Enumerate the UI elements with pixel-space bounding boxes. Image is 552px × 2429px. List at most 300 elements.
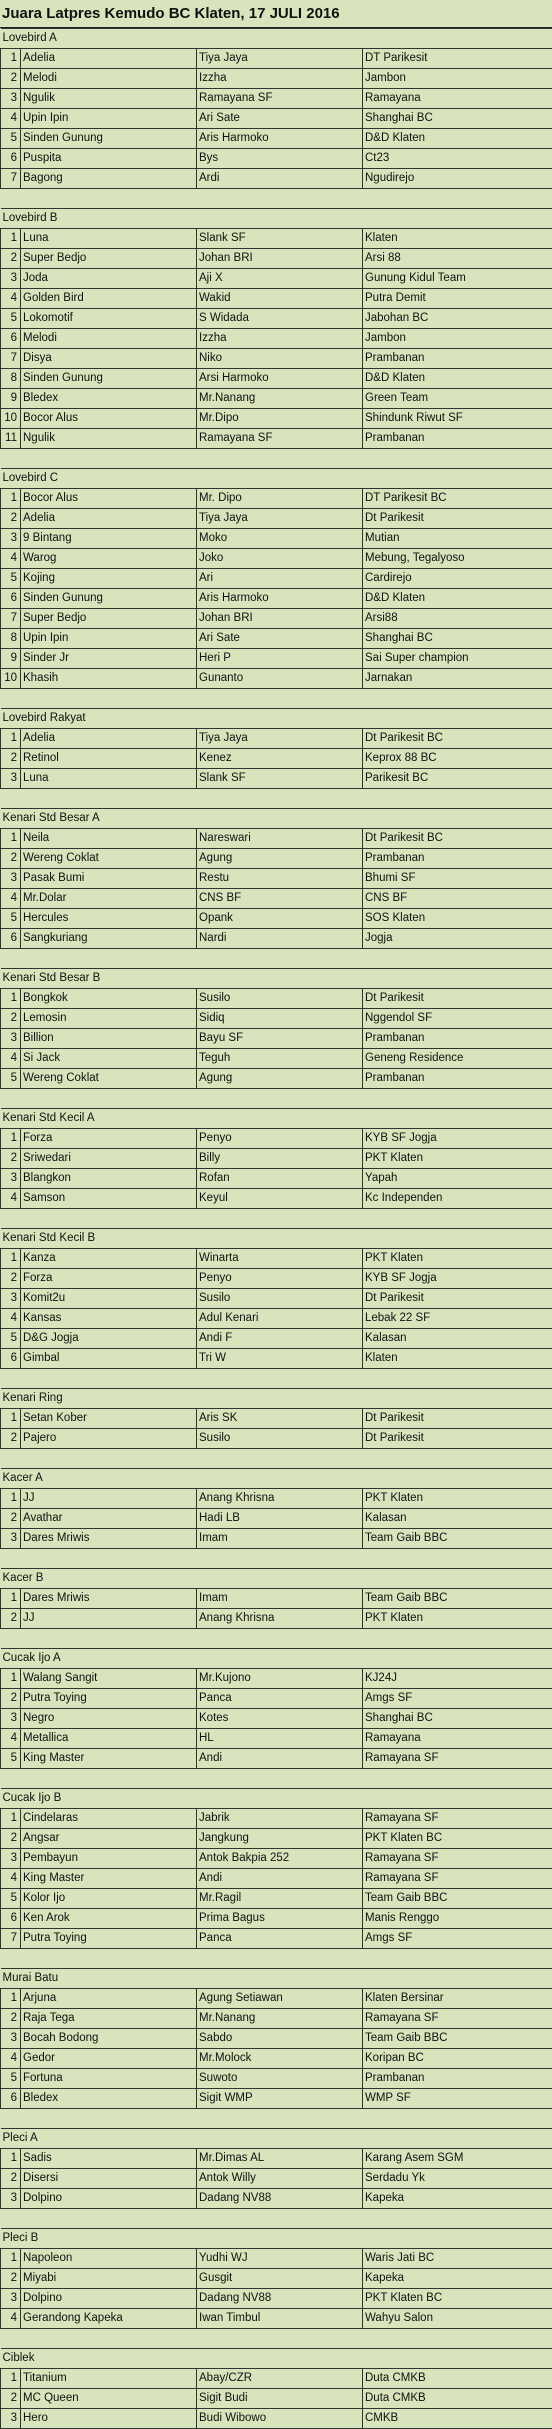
owner-cell[interactable]: Billy [197, 1149, 363, 1169]
rank-cell[interactable]: 6 [1, 589, 21, 609]
rank-cell[interactable]: 6 [1, 1909, 21, 1929]
rank-cell[interactable]: 2 [1, 1509, 21, 1529]
team-cell[interactable]: KYB SF Jogja [363, 1129, 552, 1149]
empty-cell[interactable] [21, 449, 197, 469]
rank-cell[interactable]: 1 [1, 1669, 21, 1689]
empty-cell[interactable] [197, 1949, 363, 1969]
bird-name-cell[interactable]: Putra Toying [21, 1929, 197, 1949]
category-name[interactable]: Cucak Ijo A [1, 1649, 552, 1669]
team-cell[interactable]: Team Gaib BBC [363, 1889, 552, 1909]
owner-cell[interactable]: Aji X [197, 269, 363, 289]
owner-cell[interactable]: Yudhi WJ [197, 2249, 363, 2269]
rank-cell[interactable]: 1 [1, 729, 21, 749]
bird-name-cell[interactable]: Adelia [21, 49, 197, 69]
rank-cell[interactable]: 1 [1, 829, 21, 849]
owner-cell[interactable]: Mr.Dipo [197, 409, 363, 429]
owner-cell[interactable]: Susilo [197, 1429, 363, 1449]
empty-cell[interactable] [197, 1369, 363, 1389]
bird-name-cell[interactable]: Ngulik [21, 89, 197, 109]
empty-cell[interactable] [21, 1629, 197, 1649]
bird-name-cell[interactable]: Fortuna [21, 2069, 197, 2089]
rank-cell[interactable]: 2 [1, 2269, 21, 2289]
rank-cell[interactable]: 3 [1, 1709, 21, 1729]
owner-cell[interactable]: Slank SF [197, 769, 363, 789]
bird-name-cell[interactable]: Golden Bird [21, 289, 197, 309]
category-name[interactable]: Kacer B [1, 1569, 552, 1589]
team-cell[interactable]: Jabohan BC [363, 309, 552, 329]
rank-cell[interactable]: 5 [1, 1889, 21, 1909]
owner-cell[interactable]: Dadang NV88 [197, 2289, 363, 2309]
bird-name-cell[interactable]: Kolor Ijo [21, 1889, 197, 1909]
bird-name-cell[interactable]: Cindelaras [21, 1809, 197, 1829]
bird-name-cell[interactable]: Sinden Gunung [21, 589, 197, 609]
category-name[interactable]: Kenari Std Besar A [1, 809, 552, 829]
bird-name-cell[interactable]: Dares Mriwis [21, 1529, 197, 1549]
owner-cell[interactable]: Mr.Kujono [197, 1669, 363, 1689]
rank-cell[interactable]: 7 [1, 169, 21, 189]
owner-cell[interactable]: Bayu SF [197, 1029, 363, 1049]
bird-name-cell[interactable]: Miyabi [21, 2269, 197, 2289]
empty-cell[interactable] [197, 2109, 363, 2129]
rank-cell[interactable]: 4 [1, 1049, 21, 1069]
rank-cell[interactable]: 1 [1, 489, 21, 509]
team-cell[interactable]: Prambanan [363, 1029, 552, 1049]
owner-cell[interactable]: Anang Khrisna [197, 1609, 363, 1629]
owner-cell[interactable]: Jabrik [197, 1809, 363, 1829]
empty-cell[interactable] [1, 449, 21, 469]
bird-name-cell[interactable]: JJ [21, 1609, 197, 1629]
team-cell[interactable]: Ramayana SF [363, 1809, 552, 1829]
rank-cell[interactable]: 3 [1, 1529, 21, 1549]
owner-cell[interactable]: Ari Sate [197, 109, 363, 129]
empty-cell[interactable] [1, 1209, 21, 1229]
owner-cell[interactable]: Nardi [197, 929, 363, 949]
bird-name-cell[interactable]: Pasak Bumi [21, 869, 197, 889]
owner-cell[interactable]: Izzha [197, 329, 363, 349]
owner-cell[interactable]: Rofan [197, 1169, 363, 1189]
team-cell[interactable]: KJ24J [363, 1669, 552, 1689]
rank-cell[interactable]: 4 [1, 1189, 21, 1209]
category-name[interactable]: Pleci A [1, 2129, 552, 2149]
team-cell[interactable]: Ngudirejo [363, 169, 552, 189]
category-name[interactable]: Lovebird B [1, 209, 552, 229]
owner-cell[interactable]: Ari Sate [197, 629, 363, 649]
category-name[interactable]: Lovebird C [1, 469, 552, 489]
owner-cell[interactable]: Mr.Molock [197, 2049, 363, 2069]
bird-name-cell[interactable]: Super Bedjo [21, 609, 197, 629]
team-cell[interactable]: Dt Parikesit [363, 1429, 552, 1449]
empty-cell[interactable] [197, 789, 363, 809]
rank-cell[interactable]: 5 [1, 569, 21, 589]
rank-cell[interactable]: 1 [1, 1129, 21, 1149]
empty-cell[interactable] [197, 1629, 363, 1649]
bird-name-cell[interactable]: Napoleon [21, 2249, 197, 2269]
owner-cell[interactable]: Mr.Dimas AL [197, 2149, 363, 2169]
bird-name-cell[interactable]: Luna [21, 229, 197, 249]
empty-cell[interactable] [363, 1209, 552, 1229]
owner-cell[interactable]: Kenez [197, 749, 363, 769]
owner-cell[interactable]: Imam [197, 1529, 363, 1549]
owner-cell[interactable]: Sidiq [197, 1009, 363, 1029]
rank-cell[interactable]: 2 [1, 1269, 21, 1289]
bird-name-cell[interactable]: Bocor Alus [21, 409, 197, 429]
empty-cell[interactable] [197, 2329, 363, 2349]
rank-cell[interactable]: 5 [1, 1749, 21, 1769]
rank-cell[interactable]: 6 [1, 329, 21, 349]
bird-name-cell[interactable]: Komit2u [21, 1289, 197, 1309]
owner-cell[interactable]: Wakid [197, 289, 363, 309]
rank-cell[interactable]: 10 [1, 669, 21, 689]
bird-name-cell[interactable]: Setan Kober [21, 1409, 197, 1429]
empty-cell[interactable] [1, 1089, 21, 1109]
empty-cell[interactable] [197, 2209, 363, 2229]
owner-cell[interactable]: Iwan Timbul [197, 2309, 363, 2329]
team-cell[interactable]: Ramayana [363, 1729, 552, 1749]
bird-name-cell[interactable]: Titanium [21, 2369, 197, 2389]
team-cell[interactable]: Mebung, Tegalyoso [363, 549, 552, 569]
empty-cell[interactable] [21, 2209, 197, 2229]
owner-cell[interactable]: Aris SK [197, 1409, 363, 1429]
team-cell[interactable]: Karang Asem SGM [363, 2149, 552, 2169]
owner-cell[interactable]: Tiya Jaya [197, 509, 363, 529]
team-cell[interactable]: PKT Klaten [363, 1149, 552, 1169]
rank-cell[interactable]: 3 [1, 769, 21, 789]
empty-cell[interactable] [197, 949, 363, 969]
empty-cell[interactable] [1, 2209, 21, 2229]
rank-cell[interactable]: 3 [1, 869, 21, 889]
empty-cell[interactable] [197, 1449, 363, 1469]
empty-cell[interactable] [1, 1449, 21, 1469]
team-cell[interactable]: Lebak 22 SF [363, 1309, 552, 1329]
empty-cell[interactable] [1, 1769, 21, 1789]
team-cell[interactable]: Kalasan [363, 1509, 552, 1529]
owner-cell[interactable]: Johan BRI [197, 249, 363, 269]
team-cell[interactable]: Koripan BC [363, 2049, 552, 2069]
rank-cell[interactable]: 3 [1, 2409, 21, 2429]
owner-cell[interactable]: Restu [197, 869, 363, 889]
team-cell[interactable]: Prambanan [363, 429, 552, 449]
rank-cell[interactable]: 3 [1, 529, 21, 549]
owner-cell[interactable]: Tiya Jaya [197, 49, 363, 69]
owner-cell[interactable]: Prima Bagus [197, 1909, 363, 1929]
empty-cell[interactable] [197, 1089, 363, 1109]
empty-cell[interactable] [363, 2209, 552, 2229]
owner-cell[interactable]: Suwoto [197, 2069, 363, 2089]
owner-cell[interactable]: Bys [197, 149, 363, 169]
bird-name-cell[interactable]: Gimbal [21, 1349, 197, 1369]
owner-cell[interactable]: Ari [197, 569, 363, 589]
team-cell[interactable]: PKT Klaten BC [363, 2289, 552, 2309]
rank-cell[interactable]: 5 [1, 1069, 21, 1089]
bird-name-cell[interactable]: Si Jack [21, 1049, 197, 1069]
team-cell[interactable]: Parikesit BC [363, 769, 552, 789]
empty-cell[interactable] [363, 1949, 552, 1969]
empty-cell[interactable] [363, 449, 552, 469]
empty-cell[interactable] [363, 949, 552, 969]
empty-cell[interactable] [21, 189, 197, 209]
owner-cell[interactable]: Slank SF [197, 229, 363, 249]
team-cell[interactable]: Prambanan [363, 2069, 552, 2089]
empty-cell[interactable] [197, 1549, 363, 1569]
bird-name-cell[interactable]: King Master [21, 1749, 197, 1769]
bird-name-cell[interactable]: Dolpino [21, 2289, 197, 2309]
bird-name-cell[interactable]: Upin Ipin [21, 109, 197, 129]
rank-cell[interactable]: 5 [1, 909, 21, 929]
owner-cell[interactable]: Ramayana SF [197, 89, 363, 109]
bird-name-cell[interactable]: 9 Bintang [21, 529, 197, 549]
rank-cell[interactable]: 2 [1, 1429, 21, 1449]
rank-cell[interactable]: 1 [1, 1589, 21, 1609]
owner-cell[interactable]: Mr. Dipo [197, 489, 363, 509]
empty-cell[interactable] [363, 1449, 552, 1469]
empty-cell[interactable] [21, 1549, 197, 1569]
owner-cell[interactable]: Gunanto [197, 669, 363, 689]
team-cell[interactable]: Ramayana [363, 89, 552, 109]
empty-cell[interactable] [363, 2329, 552, 2349]
bird-name-cell[interactable]: Wereng Coklat [21, 1069, 197, 1089]
rank-cell[interactable]: 2 [1, 749, 21, 769]
rank-cell[interactable]: 2 [1, 249, 21, 269]
rank-cell[interactable]: 6 [1, 2089, 21, 2109]
team-cell[interactable]: Mutian [363, 529, 552, 549]
rank-cell[interactable]: 3 [1, 1169, 21, 1189]
bird-name-cell[interactable]: Hero [21, 2409, 197, 2429]
empty-cell[interactable] [363, 789, 552, 809]
rank-cell[interactable]: 6 [1, 149, 21, 169]
bird-name-cell[interactable]: Khasih [21, 669, 197, 689]
rank-cell[interactable]: 7 [1, 609, 21, 629]
category-name[interactable]: Kacer A [1, 1469, 552, 1489]
owner-cell[interactable]: Izzha [197, 69, 363, 89]
rank-cell[interactable]: 3 [1, 89, 21, 109]
bird-name-cell[interactable]: Avathar [21, 1509, 197, 1529]
bird-name-cell[interactable]: Retinol [21, 749, 197, 769]
rank-cell[interactable]: 6 [1, 929, 21, 949]
team-cell[interactable]: DT Parikesit BC [363, 489, 552, 509]
team-cell[interactable]: Team Gaib BBC [363, 2029, 552, 2049]
owner-cell[interactable]: Andi F [197, 1329, 363, 1349]
team-cell[interactable]: Shanghai BC [363, 109, 552, 129]
owner-cell[interactable]: Antok Bakpia 252 [197, 1849, 363, 1869]
rank-cell[interactable]: 2 [1, 2389, 21, 2409]
bird-name-cell[interactable]: D&G Jogja [21, 1329, 197, 1349]
empty-cell[interactable] [197, 189, 363, 209]
owner-cell[interactable]: Ardi [197, 169, 363, 189]
team-cell[interactable]: Shindunk Riwut SF [363, 409, 552, 429]
bird-name-cell[interactable]: Sinden Gunung [21, 369, 197, 389]
bird-name-cell[interactable]: Disersi [21, 2169, 197, 2189]
empty-cell[interactable] [21, 1089, 197, 1109]
bird-name-cell[interactable]: Ken Arok [21, 1909, 197, 1929]
team-cell[interactable]: Ramayana SF [363, 1749, 552, 1769]
empty-cell[interactable] [1, 1949, 21, 1969]
rank-cell[interactable]: 3 [1, 1029, 21, 1049]
team-cell[interactable]: Kc Independen [363, 1189, 552, 1209]
team-cell[interactable]: Ramayana SF [363, 1869, 552, 1889]
team-cell[interactable]: CMKB [363, 2409, 552, 2429]
owner-cell[interactable]: Sigit Budi [197, 2389, 363, 2409]
rank-cell[interactable]: 7 [1, 349, 21, 369]
bird-name-cell[interactable]: Gedor [21, 2049, 197, 2069]
empty-cell[interactable] [21, 789, 197, 809]
rank-cell[interactable]: 1 [1, 229, 21, 249]
rank-cell[interactable]: 2 [1, 1689, 21, 1709]
team-cell[interactable]: PKT Klaten [363, 1609, 552, 1629]
bird-name-cell[interactable]: Raja Tega [21, 2009, 197, 2029]
empty-cell[interactable] [1, 689, 21, 709]
bird-name-cell[interactable]: Blangkon [21, 1169, 197, 1189]
team-cell[interactable]: Green Team [363, 389, 552, 409]
team-cell[interactable]: Wahyu Salon [363, 2309, 552, 2329]
rank-cell[interactable]: 8 [1, 369, 21, 389]
team-cell[interactable]: CNS BF [363, 889, 552, 909]
team-cell[interactable]: Ramayana SF [363, 2009, 552, 2029]
owner-cell[interactable]: Aris Harmoko [197, 589, 363, 609]
empty-cell[interactable] [1, 189, 21, 209]
bird-name-cell[interactable]: Dares Mriwis [21, 1589, 197, 1609]
bird-name-cell[interactable]: Sinder Jr [21, 649, 197, 669]
team-cell[interactable]: Duta CMKB [363, 2389, 552, 2409]
rank-cell[interactable]: 1 [1, 2249, 21, 2269]
rank-cell[interactable]: 1 [1, 1989, 21, 2009]
rank-cell[interactable]: 2 [1, 1149, 21, 1169]
category-name[interactable]: Lovebird A [1, 29, 552, 49]
bird-name-cell[interactable]: Super Bedjo [21, 249, 197, 269]
owner-cell[interactable]: Arsi Harmoko [197, 369, 363, 389]
rank-cell[interactable]: 2 [1, 69, 21, 89]
team-cell[interactable]: Dt Parikesit BC [363, 829, 552, 849]
team-cell[interactable]: Amgs SF [363, 1689, 552, 1709]
team-cell[interactable]: Kapeka [363, 2189, 552, 2209]
rank-cell[interactable]: 1 [1, 2149, 21, 2169]
empty-cell[interactable] [197, 449, 363, 469]
bird-name-cell[interactable]: JJ [21, 1489, 197, 1509]
empty-cell[interactable] [363, 2109, 552, 2129]
bird-name-cell[interactable]: Bagong [21, 169, 197, 189]
bird-name-cell[interactable]: Puspita [21, 149, 197, 169]
team-cell[interactable]: Jambon [363, 69, 552, 89]
empty-cell[interactable] [197, 689, 363, 709]
owner-cell[interactable]: Mr.Nanang [197, 2009, 363, 2029]
rank-cell[interactable]: 5 [1, 1329, 21, 1349]
rank-cell[interactable]: 2 [1, 1609, 21, 1629]
category-name[interactable]: Kenari Std Kecil B [1, 1229, 552, 1249]
empty-cell[interactable] [1, 949, 21, 969]
owner-cell[interactable]: Penyo [197, 1129, 363, 1149]
bird-name-cell[interactable]: Kansas [21, 1309, 197, 1329]
category-name[interactable]: Lovebird Rakyat [1, 709, 552, 729]
rank-cell[interactable]: 2 [1, 849, 21, 869]
owner-cell[interactable]: Antok Willy [197, 2169, 363, 2189]
owner-cell[interactable]: Mr.Ragil [197, 1889, 363, 1909]
team-cell[interactable]: Sai Super champion [363, 649, 552, 669]
bird-name-cell[interactable]: Walang Sangit [21, 1669, 197, 1689]
team-cell[interactable]: Ct23 [363, 149, 552, 169]
team-cell[interactable]: Shanghai BC [363, 629, 552, 649]
team-cell[interactable]: D&D Klaten [363, 369, 552, 389]
bird-name-cell[interactable]: Bledex [21, 2089, 197, 2109]
team-cell[interactable]: Gunung Kidul Team [363, 269, 552, 289]
rank-cell[interactable]: 4 [1, 1869, 21, 1889]
rank-cell[interactable]: 2 [1, 1009, 21, 1029]
rank-cell[interactable]: 4 [1, 109, 21, 129]
empty-cell[interactable] [21, 2329, 197, 2349]
rank-cell[interactable]: 4 [1, 1729, 21, 1749]
bird-name-cell[interactable]: Warog [21, 549, 197, 569]
team-cell[interactable]: WMP SF [363, 2089, 552, 2109]
owner-cell[interactable]: Andi [197, 1749, 363, 1769]
empty-cell[interactable] [21, 1769, 197, 1789]
owner-cell[interactable]: Keyul [197, 1189, 363, 1209]
owner-cell[interactable]: Budi Wibowo [197, 2409, 363, 2429]
bird-name-cell[interactable]: Billion [21, 1029, 197, 1049]
team-cell[interactable]: Klaten [363, 229, 552, 249]
owner-cell[interactable]: Tiya Jaya [197, 729, 363, 749]
team-cell[interactable]: Bhumi SF [363, 869, 552, 889]
bird-name-cell[interactable]: Bledex [21, 389, 197, 409]
empty-cell[interactable] [1, 1369, 21, 1389]
owner-cell[interactable]: Nareswari [197, 829, 363, 849]
bird-name-cell[interactable]: Melodi [21, 329, 197, 349]
rank-cell[interactable]: 4 [1, 2049, 21, 2069]
empty-cell[interactable] [363, 1549, 552, 1569]
team-cell[interactable]: Dt Parikesit [363, 509, 552, 529]
empty-cell[interactable] [21, 1209, 197, 1229]
team-cell[interactable]: DT Parikesit [363, 49, 552, 69]
rank-cell[interactable]: 9 [1, 649, 21, 669]
team-cell[interactable]: Geneng Residence [363, 1049, 552, 1069]
rank-cell[interactable]: 4 [1, 889, 21, 909]
rank-cell[interactable]: 3 [1, 1849, 21, 1869]
bird-name-cell[interactable]: Sinden Gunung [21, 129, 197, 149]
team-cell[interactable]: PKT Klaten [363, 1249, 552, 1269]
owner-cell[interactable]: Mr.Nanang [197, 389, 363, 409]
empty-cell[interactable] [1, 789, 21, 809]
owner-cell[interactable]: Abay/CZR [197, 2369, 363, 2389]
empty-cell[interactable] [197, 1209, 363, 1229]
team-cell[interactable]: Amgs SF [363, 1929, 552, 1949]
owner-cell[interactable]: Niko [197, 349, 363, 369]
team-cell[interactable]: Putra Demit [363, 289, 552, 309]
category-name[interactable]: Cucak Ijo B [1, 1789, 552, 1809]
rank-cell[interactable]: 1 [1, 2369, 21, 2389]
bird-name-cell[interactable]: Adelia [21, 729, 197, 749]
empty-cell[interactable] [1, 1549, 21, 1569]
team-cell[interactable]: Team Gaib BBC [363, 1589, 552, 1609]
bird-name-cell[interactable]: Dolpino [21, 2189, 197, 2209]
category-name[interactable]: Ciblek [1, 2349, 552, 2369]
category-name[interactable]: Kenari Std Kecil A [1, 1109, 552, 1129]
owner-cell[interactable]: Dadang NV88 [197, 2189, 363, 2209]
bird-name-cell[interactable]: Upin Ipin [21, 629, 197, 649]
empty-cell[interactable] [1, 1629, 21, 1649]
owner-cell[interactable]: Tri W [197, 1349, 363, 1369]
bird-name-cell[interactable]: Adelia [21, 509, 197, 529]
rank-cell[interactable]: 2 [1, 2169, 21, 2189]
rank-cell[interactable]: 1 [1, 989, 21, 1009]
bird-name-cell[interactable]: Hercules [21, 909, 197, 929]
rank-cell[interactable]: 2 [1, 1829, 21, 1849]
owner-cell[interactable]: Susilo [197, 1289, 363, 1309]
bird-name-cell[interactable]: Forza [21, 1269, 197, 1289]
team-cell[interactable]: Nggendol SF [363, 1009, 552, 1029]
team-cell[interactable]: Prambanan [363, 349, 552, 369]
team-cell[interactable]: Arsi 88 [363, 249, 552, 269]
team-cell[interactable]: Serdadu Yk [363, 2169, 552, 2189]
rank-cell[interactable]: 3 [1, 269, 21, 289]
team-cell[interactable]: PKT Klaten BC [363, 1829, 552, 1849]
owner-cell[interactable]: Adul Kenari [197, 1309, 363, 1329]
